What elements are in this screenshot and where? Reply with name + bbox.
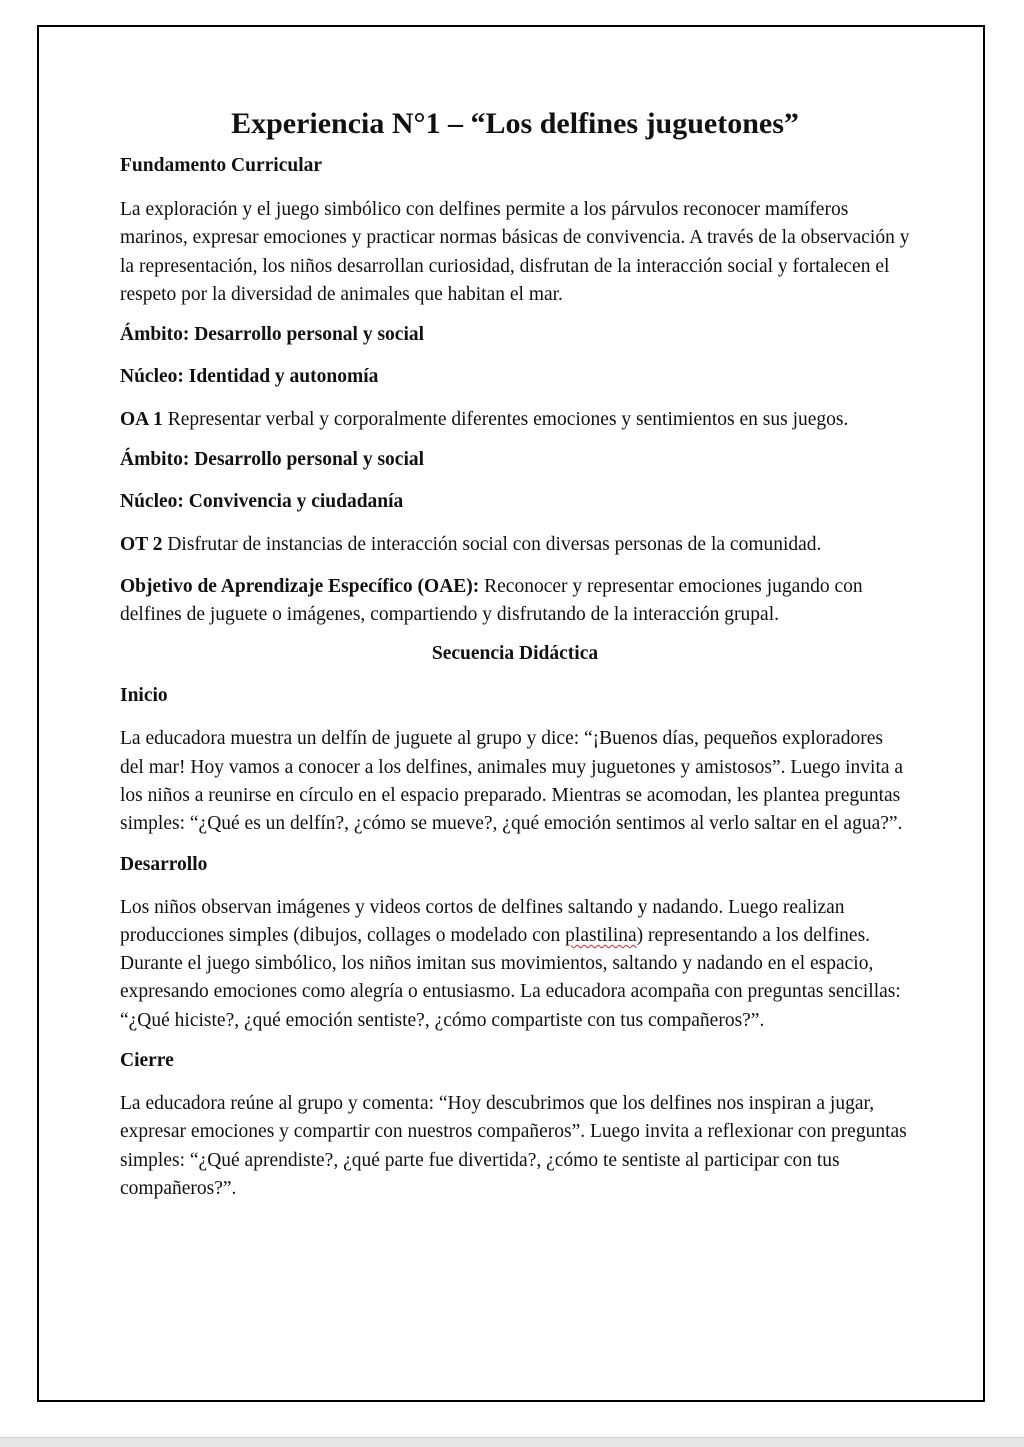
- document-title: Experiencia N°1 – “Los delfines juguetones”: [231, 107, 799, 140]
- ot-2-label: OT 2: [120, 534, 163, 556]
- oae-paragraph: [120, 573, 910, 630]
- oae-text: Reconocer y representar emociones jugando con delfines de juguete o imágenes, compartiendo y disfrutando de la interacción grupal.: [120, 575, 863, 626]
- ot-2-text: Disfrutar de instancias de interacción social con diversas personas de la comunidad.: [162, 534, 822, 556]
- nucleo-1: Núcleo: Identidad y autonomía: [120, 366, 379, 388]
- fundamento-paragraph: La exploración y el juego simbólico con delfines permite a los párvulos reconocer mamíferos marinos, expresar emociones y practicar normas básicas de convivencia. A través de la observación y la representación, los niños desarrollan curiosidad, disfrutan de la interacción social y fortalecen el respeto por la diversidad de animales que habitan el mar.: [120, 199, 910, 305]
- cierre-heading: Cierre: [120, 1050, 174, 1072]
- desarrollo-text-2: ) representando a los delfines. Durante el juego simbólico, los niños imitan sus movimientos, saltando y nadando en el espacio, expresando emociones como alegría o entusiasmo. La educadora acompaña con preguntas sencillas: “¿Qué hiciste?, ¿qué emoción sentiste?, ¿cómo compartiste con tus compañeros?”.: [120, 924, 901, 1031]
- cierre-paragraph: La educadora reúne al grupo y comenta: “Hoy descubrimos que los delfines nos inspiran a jugar, expresar emociones y compartir con nuestros compañeros”. Luego invita a reflexionar con preguntas simples: “¿Qué aprendiste?, ¿qué parte fue divertida?, ¿cómo te sentiste al participar con tus compañeros?”.: [120, 1093, 907, 1199]
- spellcheck-flagged-word[interactable]: plastilina: [565, 924, 637, 946]
- oa-1-line: [120, 406, 910, 434]
- document-body: [120, 104, 910, 1203]
- fundamento-heading: Fundamento Curricular: [120, 155, 323, 176]
- secuencia-heading: Secuencia Didáctica: [431, 643, 599, 665]
- nucleo-2: Núcleo: Convivencia y ciudadanía: [120, 491, 404, 513]
- ambito-2: Ámbito: Desarrollo personal y social: [120, 449, 425, 471]
- inicio-paragraph: La educadora muestra un delfín de juguete al grupo y dice: “¡Buenos días, pequeños exploradores del mar! Hoy vamos a conocer a los delfines, animales muy juguetones y amistosos”. Luego invita a los niños a reunirse en círculo en el espacio preparado. Mientras se acomodan, les plantea preguntas simples: “¿Qué es un delfín?, ¿cómo se mueve?, ¿qué emoción sentimos al verlo saltar en el agua?”.: [120, 728, 904, 835]
- desarrollo-text-1: Los niños observan imágenes y videos cortos de delfines saltando y nadando. Luego realizan producciones simples (dibujos, collages o modelado con: [120, 896, 845, 946]
- desarrollo-paragraph: [120, 894, 910, 1035]
- oae-label: Objetivo de Aprendizaje Específico (OAE):: [120, 575, 480, 597]
- desarrollo-heading: Desarrollo: [120, 853, 208, 875]
- ambito-1: Ámbito: Desarrollo personal y social: [120, 324, 425, 346]
- ot-2-line: [120, 531, 910, 559]
- oa-1-text: Representar verbal y corporalmente diferentes emociones y sentimientos en sus juegos.: [162, 409, 849, 431]
- oa-1-label: OA 1: [120, 409, 163, 431]
- inicio-heading: Inicio: [120, 685, 168, 707]
